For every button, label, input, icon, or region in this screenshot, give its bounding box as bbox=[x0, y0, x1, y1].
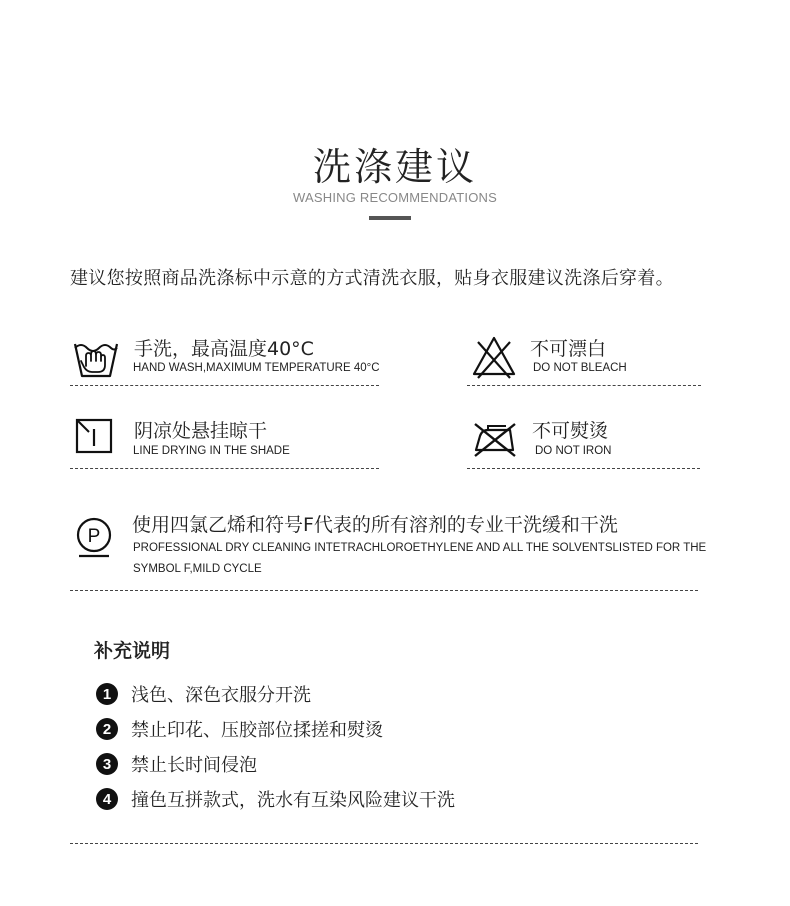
note-item: 禁止长时间侵泡 bbox=[131, 755, 257, 776]
hand-wash-icon bbox=[72, 334, 120, 380]
page-title: 洗涤建议 bbox=[312, 145, 477, 189]
dry-clean-label-en-2: SYMBOL F,MILD CYCLE bbox=[133, 563, 262, 575]
note-number-badge: 4 bbox=[96, 788, 118, 810]
hand-wash-label-en: HAND WASH,MAXIMUM TEMPERATURE 40°C bbox=[133, 362, 380, 374]
line-dry-shade-icon bbox=[72, 414, 120, 460]
no-bleach-label-en: DO NOT BLEACH bbox=[533, 362, 627, 374]
dry-clean-p-icon bbox=[72, 514, 120, 560]
intro-text: 建议您按照商品洗涤标中示意的方式清洗衣服，贴身衣服建议洗涤后穿着。 bbox=[70, 268, 674, 289]
shade-dry-label-en: LINE DRYING IN THE SHADE bbox=[133, 445, 290, 457]
shade-dry-label: 阴凉处悬挂晾干 bbox=[134, 420, 268, 442]
note-item: 撞色互拼款式，洗水有互染风险建议干洗 bbox=[131, 790, 455, 811]
divider bbox=[70, 468, 379, 469]
title-underline bbox=[369, 216, 411, 220]
divider bbox=[70, 590, 698, 591]
dry-clean-letter: P bbox=[87, 526, 101, 547]
divider bbox=[467, 468, 700, 469]
no-iron-label-en: DO NOT IRON bbox=[535, 445, 612, 457]
divider bbox=[467, 385, 701, 386]
dry-clean-label-en-1: PROFESSIONAL DRY CLEANING INTETRACHLOROETHYLENE AND ALL THE SOLVENTSLISTED FOR THE bbox=[133, 542, 707, 554]
page-subtitle: WASHING RECOMMENDATIONS bbox=[293, 190, 497, 205]
notes-title: 补充说明 bbox=[94, 640, 171, 662]
divider bbox=[70, 843, 698, 844]
no-bleach-label: 不可漂白 bbox=[530, 338, 607, 360]
note-number-badge: 1 bbox=[96, 683, 118, 705]
hand-wash-label: 手洗，最高温度40°C bbox=[134, 338, 314, 360]
no-iron-label: 不可熨烫 bbox=[532, 420, 609, 442]
no-bleach-icon bbox=[470, 334, 518, 380]
note-item: 浅色、深色衣服分开洗 bbox=[131, 685, 311, 706]
no-iron-icon bbox=[470, 416, 518, 462]
divider bbox=[70, 385, 379, 386]
note-item: 禁止印花、压胶部位揉搓和熨烫 bbox=[131, 720, 383, 741]
dry-clean-label: 使用四氯乙烯和符号F代表的所有溶剂的专业干洗缓和干洗 bbox=[132, 514, 618, 536]
note-number-badge: 2 bbox=[96, 718, 118, 740]
note-number-badge: 3 bbox=[96, 753, 118, 775]
